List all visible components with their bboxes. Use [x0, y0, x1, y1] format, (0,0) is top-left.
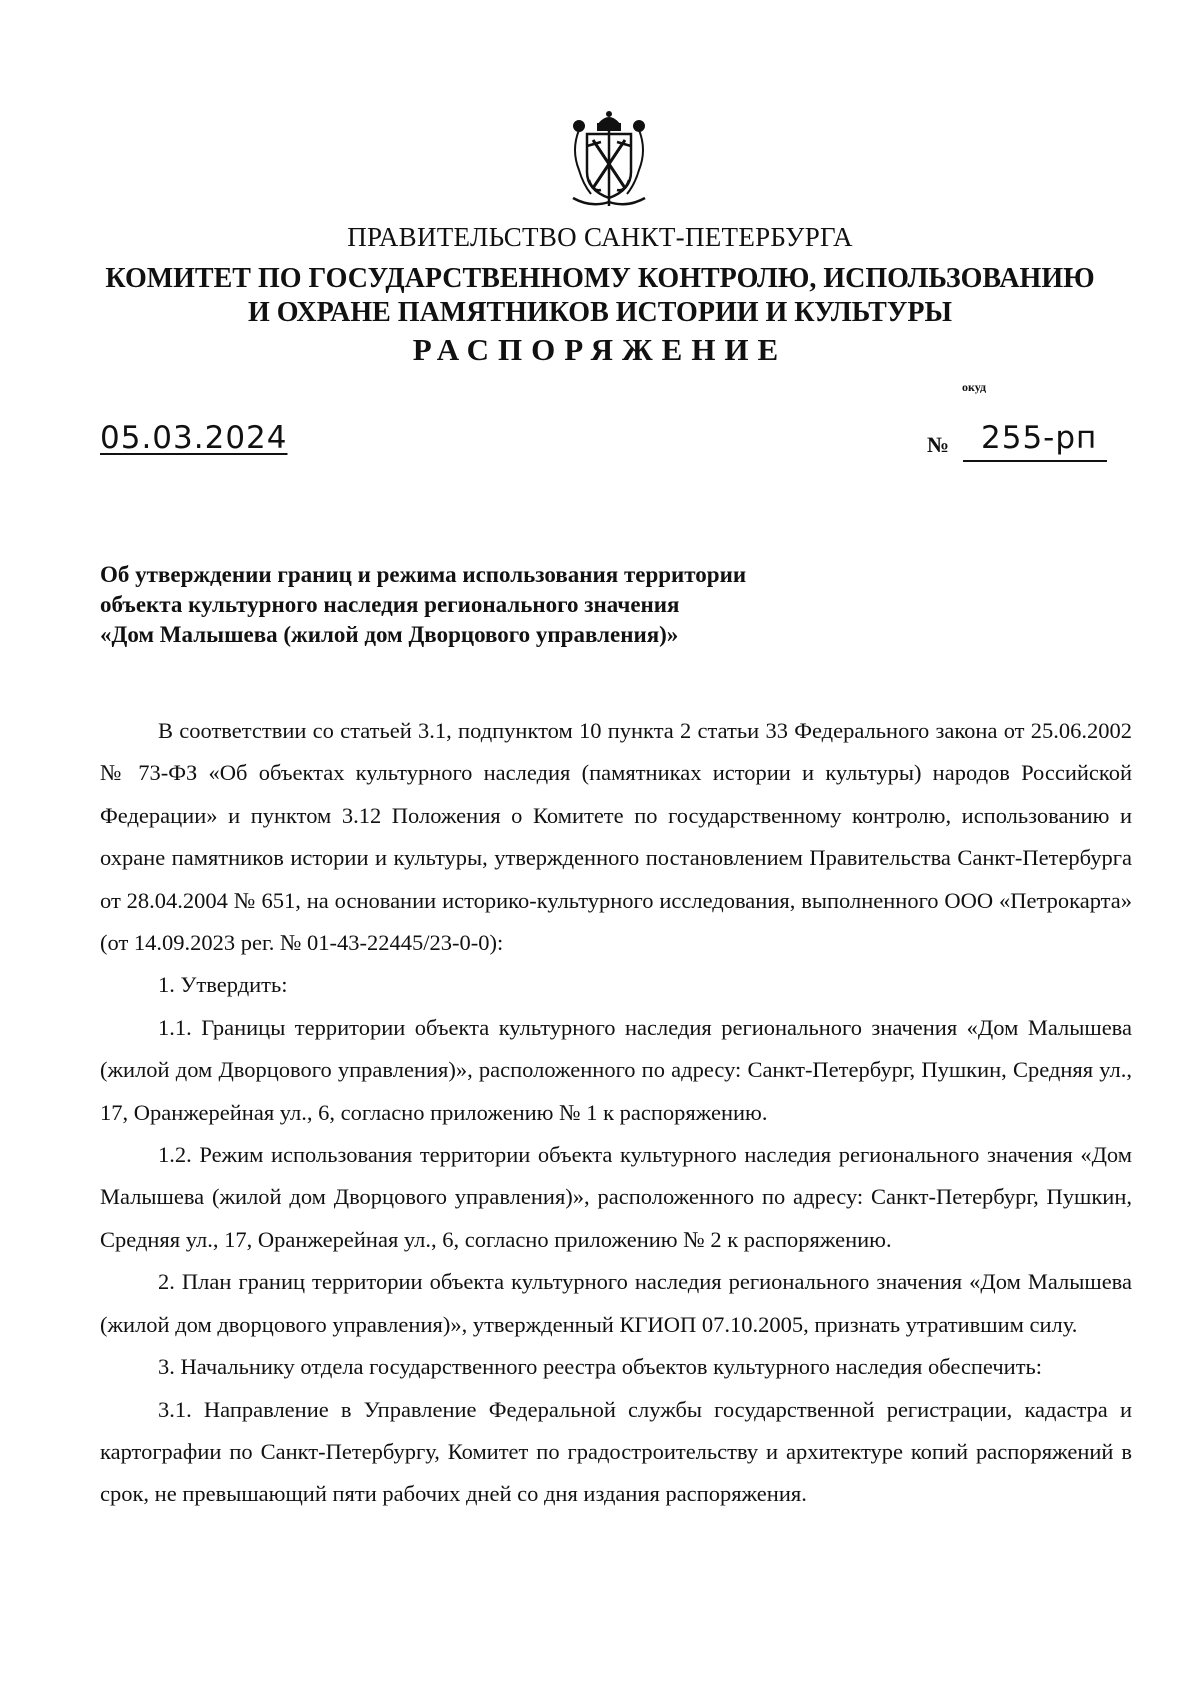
saint-petersburg-coat-of-arms-icon — [565, 110, 653, 210]
government-title: ПРАВИТЕЛЬСТВО САНКТ-ПЕТЕРБУРГА — [347, 222, 853, 252]
subject-line-3: «Дом Малышева (жилой дом Дворцового управления)» — [100, 622, 679, 647]
document-subject — [100, 560, 860, 650]
number-value: 255-рп — [981, 420, 1098, 456]
subject-line-1: Об утверждении границ и режима использования территории — [100, 562, 747, 587]
okud-label: окуд — [962, 380, 987, 394]
document-body — [100, 710, 1132, 1516]
paragraph-1: 1. Утвердить: — [158, 972, 288, 998]
paragraph-1-2: 1.2. Режим использования территории объекта культурного наследия регионального значения «Дом Малышева (жилой дом Дворцового управления)», расположенного по адресу: Санкт-Петербург, Пушкин, Средняя ул., 17, Оранжерейная ул., 6, согласно приложению № 2 к распоряжению. — [100, 1142, 1132, 1252]
paragraph-3: 3. Начальнику отдела государственного реестра объектов культурного наследия обеспечить: — [158, 1354, 1043, 1380]
committee-title — [100, 262, 1100, 330]
committee-title-line-2: И ОХРАНЕ ПАМЯТНИКОВ ИСТОРИИ И КУЛЬТУРЫ — [248, 297, 952, 328]
document-date: 05.03.2024 — [100, 420, 288, 456]
paragraph-2: 2. План границ территории объекта культурного наследия регионального значения «Дом Малышева (жилой дом дворцового управления)», утвержденный КГИОП 07.10.2005, признать утратившим силу. — [100, 1269, 1132, 1337]
paragraph-3-1: 3.1. Направление в Управление Федеральной службы государственной регистрации, кадастра и картографии по Санкт-Петербургу, Комитет по градостроительству и архитектуре копий распоряжений в срок, не превышающий пяти рабочих дней со дня издания распоряжения. — [100, 1396, 1132, 1507]
number-underline — [963, 460, 1107, 462]
paragraph-1-1: 1.1. Границы территории объекта культурного наследия регионального значения «Дом Малышева (жилой дом Дворцового управления)», расположенного по адресу: Санкт-Петербург, Пушкин, Средняя ул., 17, Оранжерейная ул., 6, согласно приложению № 1 к распоряжению. — [100, 1014, 1132, 1125]
subject-line-2: объекта культурного наследия регионального значения — [100, 592, 680, 617]
committee-title-line-1: КОМИТЕТ ПО ГОСУДАРСТВЕННОМУ КОНТРОЛЮ, ИСПОЛЬЗОВАНИЮ — [105, 263, 1095, 294]
paragraph-preamble: В соответствии со статьей 3.1, подпунктом 10 пункта 2 статьи 33 Федерального закона от 25.06.2002 № 73-ФЗ «Об объектах культурного наследия (памятниках истории и культуры) народов Российской Федерации» и пунктом 3.12 Положения о Комитете по государственному контролю, использованию и охране памятников истории и культуры, утвержденного постановлением Правительства Санкт-Петербурга от 28.04.2004 № 651, на основании историко-культурного исследования, выполненного ООО «Петрокарта» (от 14.09.2023 рег. № 01-43-22445/23-0-0): — [100, 718, 1132, 956]
document-type: РАСПОРЯЖЕНИЕ — [412, 332, 788, 367]
number-sign: № — [927, 432, 950, 457]
